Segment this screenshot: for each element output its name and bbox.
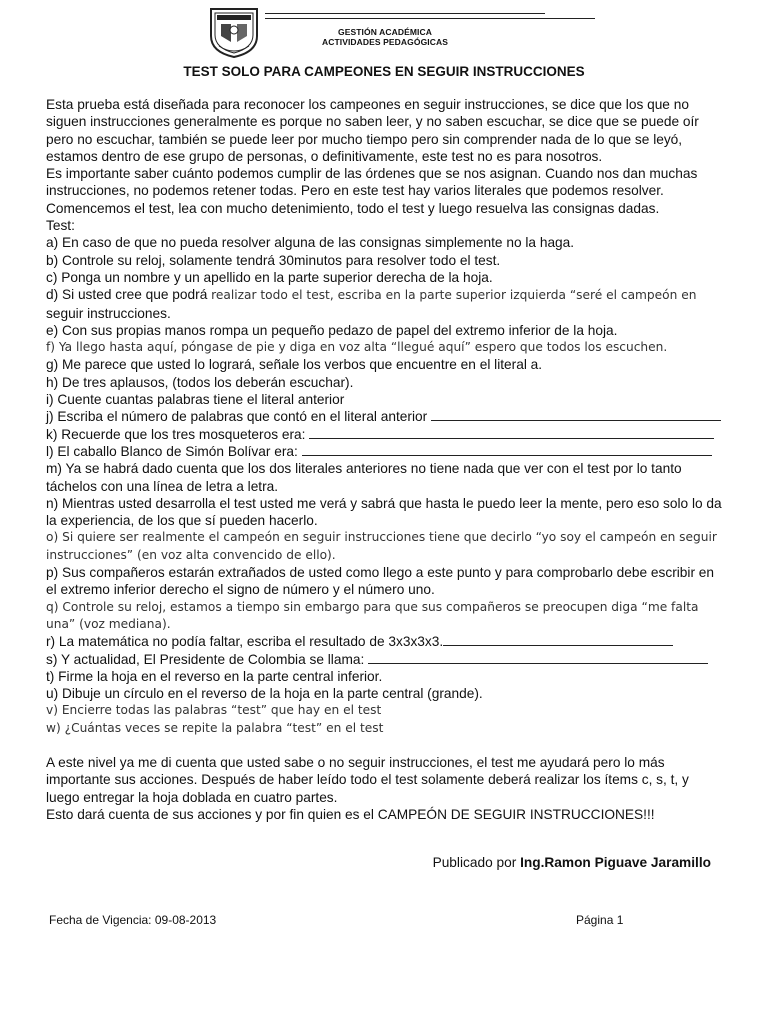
header-line-2: ACTIVIDADES PEDAGÓGICAS bbox=[321, 37, 449, 47]
intro-paragraph-1: Esta prueba está diseñada para reconocer los campeones en seguir instrucciones, se dice que los que no siguen instrucciones generalmente es porque no saben leer, y no saben escuchar, se dice que se puede oír pero no escuchar, también se puede leer por mucho tiempo pero sin comprender nada de lo que se leyó, estamos dentro de ese grupo de personas, o definitivamente, este test no es para nosotros. bbox=[46, 97, 699, 164]
answer-line-j[interactable] bbox=[431, 408, 721, 421]
item-r bbox=[46, 633, 726, 650]
item-e: e) Con sus propias manos rompa un pequeño pedazo de papel del extremo inferior de la hoja. bbox=[46, 322, 618, 338]
item-a: a) En caso de que no pueda resolver alguna de las consignas simplemente no la haga. bbox=[46, 235, 575, 251]
footer-page-number: Página 1 bbox=[576, 913, 624, 927]
answer-line-l[interactable] bbox=[302, 443, 712, 456]
item-s-text: s) Y actualidad, El Presidente de Colombia se llama: bbox=[46, 651, 365, 667]
item-i: i) Cuente cuantas palabras tiene el literal anterior bbox=[46, 392, 345, 408]
item-s bbox=[46, 651, 726, 668]
closing-paragraph-1: A este nivel ya me di cuenta que usted sabe o no seguir instrucciones, el test me ayudará pero lo más importante sus acciones. Después de haber leído todo el test solamente deberá realizar los ítems c, s, t, y luego entregar la hoja doblada en cuatro partes. bbox=[46, 754, 689, 805]
item-h: h) De tres aplausos, (todos los deberán escuchar). bbox=[46, 374, 354, 390]
answer-line-s[interactable] bbox=[368, 651, 708, 664]
item-l-text: l) El caballo Blanco de Simón Bolívar era: bbox=[46, 443, 298, 459]
footer-date: Fecha de Vigencia: 09-08-2013 bbox=[49, 913, 217, 927]
item-j-text: j) Escriba el número de palabras que contó en el literal anterior bbox=[46, 409, 428, 425]
answer-line-k[interactable] bbox=[309, 426, 714, 439]
item-t: t) Firme la hoja en el reverso en la parte central inferior. bbox=[46, 668, 383, 684]
header-text bbox=[315, 27, 455, 47]
item-w: w) ¿Cuántas veces se repite la palabra “test” en el test bbox=[46, 720, 384, 735]
item-d bbox=[46, 286, 726, 322]
item-o: o) Si quiere ser realmente el campeón en seguir instrucciones tiene que decirlo “yo soy el campeón en seguir instrucciones” (en voz alta convencido de ello). bbox=[46, 530, 717, 562]
item-d-start: d) Si usted cree que podrá bbox=[46, 287, 212, 303]
item-p: p) Sus compañeros estarán extrañados de usted como llego a este punto y para comprobarlo debe escribir en el extremo inferior derecho el signo de número y el número uno. bbox=[46, 565, 715, 598]
document-title: TEST SOLO PARA CAMPEONES EN SEGUIR INSTRUCCIONES bbox=[183, 64, 585, 79]
item-v: v) Encierre todas las palabras “test” que hay en el test bbox=[46, 703, 382, 718]
intro-test-label: Test: bbox=[46, 218, 75, 234]
document-body bbox=[46, 96, 726, 823]
item-r-text: r) La matemática no podía faltar, escriba el resultado de 3x3x3x3. bbox=[46, 634, 444, 650]
item-l bbox=[46, 443, 726, 460]
intro-paragraph-3: Comencemos el test, lea con mucho detenimiento, todo el test y luego resuelva las consignas dadas. bbox=[46, 200, 660, 216]
item-u: u) Dibuje un círculo en el reverso de la hoja en la parte central (grande). bbox=[46, 686, 483, 702]
item-d-continued: realizar todo el test, escriba en la parte superior izquierda “seré el campeón en bbox=[211, 288, 697, 303]
item-k bbox=[46, 426, 726, 443]
item-m: m) Ya se habrá dado cuenta que los dos literales anteriores no tiene nada que ver con el test por lo tanto táchelos con una línea de letra a letra. bbox=[46, 461, 682, 494]
header-rule-top bbox=[265, 13, 545, 14]
signature-author: Ing.Ramon Piguave Jaramillo bbox=[520, 855, 711, 870]
item-n: n) Mientras usted desarrolla el test usted me verá y sabrá que hasta le puedo leer la mente, pero eso solo lo da la experiencia, de los que sí pueden hacerlo. bbox=[46, 495, 722, 529]
item-c: c) Ponga un nombre y un apellido en la parte superior derecha de la hoja. bbox=[46, 269, 493, 285]
item-f: f) Ya llego hasta aquí, póngase de pie y diga en voz alta “llegué aquí” espero que todos los escuchen. bbox=[46, 340, 668, 355]
signature-prefix: Publicado por bbox=[432, 855, 521, 870]
item-j bbox=[46, 408, 726, 425]
item-g: g) Me parece que usted lo logrará, señale los verbos que encuentre en el literal a. bbox=[46, 357, 543, 373]
signature-line bbox=[433, 855, 711, 870]
item-b: b) Controle su reloj, solamente tendrá 30minutos para resolver todo el test. bbox=[46, 252, 501, 268]
item-q: q) Controle su reloj, estamos a tiempo sin embargo para que sus compañeros se preocupen diga “me falta una” (voz mediana). bbox=[46, 599, 699, 631]
header-line-1: GESTIÓN ACADÉMICA bbox=[338, 27, 432, 37]
institution-seal-logo bbox=[207, 6, 261, 58]
intro-paragraph-2: Es importante saber cuánto podemos cumplir de las órdenes que se nos asignan. Cuando nos dan muchas instrucciones, no podemos retener todas. Pero en este test hay varios literales que podemos resolver. bbox=[46, 166, 698, 199]
spacer bbox=[46, 737, 726, 754]
header-rule-bottom bbox=[265, 18, 595, 19]
item-d-end: seguir instrucciones. bbox=[46, 305, 171, 321]
item-k-text: k) Recuerde que los tres mosqueteros era: bbox=[46, 426, 306, 442]
closing-paragraph-2: Esto dará cuenta de sus acciones y por fin quien es el CAMPEÓN DE SEGUIR INSTRUCCIONES!!! bbox=[46, 806, 655, 822]
answer-line-r[interactable] bbox=[443, 633, 673, 646]
